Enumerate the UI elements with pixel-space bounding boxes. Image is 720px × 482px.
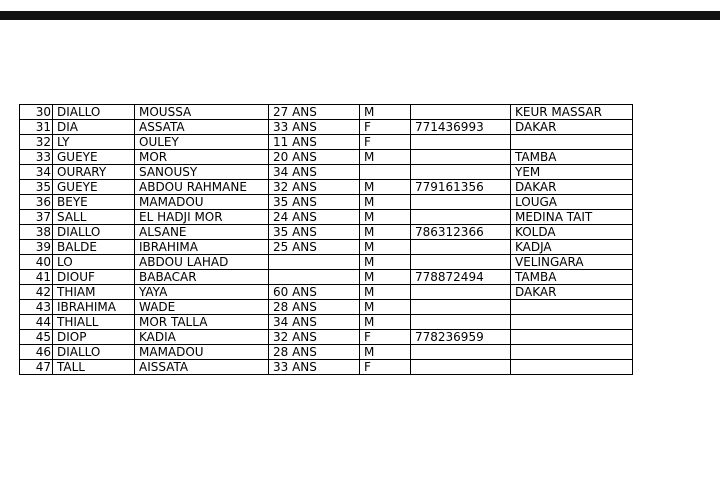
surname-cell: IBRAHIMA — [53, 300, 135, 315]
surname-cell: DIALLO — [53, 225, 135, 240]
sex-cell — [360, 165, 411, 180]
age-cell: 60 ANS — [269, 285, 360, 300]
row-number-cell: 34 — [20, 165, 53, 180]
first-name-cell: AISSATA — [135, 360, 269, 375]
phone-cell — [411, 360, 511, 375]
location-cell — [511, 345, 633, 360]
table-row — [20, 195, 633, 210]
phone-cell — [411, 105, 511, 120]
table-row — [20, 225, 633, 240]
first-name-cell: WADE — [135, 300, 269, 315]
age-cell: 28 ANS — [269, 300, 360, 315]
surname-cell: THIAM — [53, 285, 135, 300]
phone-cell: 779161356 — [411, 180, 511, 195]
phone-cell: 778872494 — [411, 270, 511, 285]
location-cell: KOLDA — [511, 225, 633, 240]
location-cell: YEM — [511, 165, 633, 180]
surname-cell: BALDE — [53, 240, 135, 255]
first-name-cell: BABACAR — [135, 270, 269, 285]
phone-cell — [411, 240, 511, 255]
phone-cell — [411, 345, 511, 360]
table-row — [20, 330, 633, 345]
age-cell: 33 ANS — [269, 120, 360, 135]
location-cell: KEUR MASSAR — [511, 105, 633, 120]
first-name-cell: SANOUSY — [135, 165, 269, 180]
row-number-cell: 32 — [20, 135, 53, 150]
first-name-cell: MOR — [135, 150, 269, 165]
age-cell: 25 ANS — [269, 240, 360, 255]
sex-cell: M — [360, 285, 411, 300]
row-number-cell: 42 — [20, 285, 53, 300]
location-cell: LOUGA — [511, 195, 633, 210]
phone-cell — [411, 315, 511, 330]
age-cell: 11 ANS — [269, 135, 360, 150]
table-row — [20, 150, 633, 165]
age-cell: 34 ANS — [269, 315, 360, 330]
age-cell: 27 ANS — [269, 105, 360, 120]
phone-cell: 778236959 — [411, 330, 511, 345]
row-number-cell: 43 — [20, 300, 53, 315]
sex-cell: M — [360, 240, 411, 255]
sex-cell: M — [360, 210, 411, 225]
phone-cell — [411, 165, 511, 180]
roster-table — [19, 104, 633, 375]
first-name-cell: MOR TALLA — [135, 315, 269, 330]
location-cell — [511, 360, 633, 375]
surname-cell: DIOP — [53, 330, 135, 345]
age-cell: 24 ANS — [269, 210, 360, 225]
roster-table-body — [20, 105, 633, 375]
table-row — [20, 135, 633, 150]
surname-cell: DIOUF — [53, 270, 135, 285]
table-row — [20, 300, 633, 315]
surname-cell: DIALLO — [53, 345, 135, 360]
row-number-cell: 40 — [20, 255, 53, 270]
location-cell: TAMBA — [511, 270, 633, 285]
sex-cell: F — [360, 360, 411, 375]
sex-cell: M — [360, 270, 411, 285]
row-number-cell: 44 — [20, 315, 53, 330]
surname-cell: LO — [53, 255, 135, 270]
row-number-cell: 37 — [20, 210, 53, 225]
top-border-bar — [0, 11, 720, 20]
phone-cell: 786312366 — [411, 225, 511, 240]
age-cell: 33 ANS — [269, 360, 360, 375]
location-cell: TAMBA — [511, 150, 633, 165]
first-name-cell: KADIA — [135, 330, 269, 345]
sex-cell: M — [360, 315, 411, 330]
location-cell — [511, 135, 633, 150]
location-cell — [511, 315, 633, 330]
first-name-cell: IBRAHIMA — [135, 240, 269, 255]
location-cell: VELINGARA — [511, 255, 633, 270]
row-number-cell: 35 — [20, 180, 53, 195]
table-row — [20, 315, 633, 330]
row-number-cell: 38 — [20, 225, 53, 240]
table-row — [20, 360, 633, 375]
age-cell: 35 ANS — [269, 225, 360, 240]
row-number-cell: 39 — [20, 240, 53, 255]
row-number-cell: 45 — [20, 330, 53, 345]
sex-cell: M — [360, 255, 411, 270]
row-number-cell: 41 — [20, 270, 53, 285]
location-cell — [511, 330, 633, 345]
first-name-cell: MOUSSA — [135, 105, 269, 120]
sex-cell: M — [360, 300, 411, 315]
sex-cell: M — [360, 225, 411, 240]
table-row — [20, 210, 633, 225]
sex-cell: F — [360, 120, 411, 135]
surname-cell: SALL — [53, 210, 135, 225]
location-cell: DAKAR — [511, 285, 633, 300]
first-name-cell: MAMADOU — [135, 345, 269, 360]
phone-cell: 771436993 — [411, 120, 511, 135]
first-name-cell: YAYA — [135, 285, 269, 300]
first-name-cell: OULEY — [135, 135, 269, 150]
sex-cell: M — [360, 345, 411, 360]
surname-cell: THIALL — [53, 315, 135, 330]
sex-cell: F — [360, 135, 411, 150]
first-name-cell: ABDOU LAHAD — [135, 255, 269, 270]
phone-cell — [411, 195, 511, 210]
age-cell: 35 ANS — [269, 195, 360, 210]
location-cell: DAKAR — [511, 120, 633, 135]
age-cell: 20 ANS — [269, 150, 360, 165]
sex-cell: M — [360, 105, 411, 120]
age-cell: 28 ANS — [269, 345, 360, 360]
table-row — [20, 270, 633, 285]
age-cell: 32 ANS — [269, 180, 360, 195]
row-number-cell: 47 — [20, 360, 53, 375]
first-name-cell: ALSANE — [135, 225, 269, 240]
phone-cell — [411, 210, 511, 225]
surname-cell: DIA — [53, 120, 135, 135]
table-row — [20, 165, 633, 180]
phone-cell — [411, 255, 511, 270]
table-row — [20, 285, 633, 300]
first-name-cell: ABDOU RAHMANE — [135, 180, 269, 195]
row-number-cell: 31 — [20, 120, 53, 135]
phone-cell — [411, 150, 511, 165]
location-cell — [511, 300, 633, 315]
first-name-cell: EL HADJI MOR — [135, 210, 269, 225]
first-name-cell: MAMADOU — [135, 195, 269, 210]
table-row — [20, 240, 633, 255]
table-row — [20, 180, 633, 195]
sex-cell: F — [360, 330, 411, 345]
row-number-cell: 33 — [20, 150, 53, 165]
surname-cell: TALL — [53, 360, 135, 375]
age-cell — [269, 270, 360, 285]
phone-cell — [411, 285, 511, 300]
sex-cell: M — [360, 180, 411, 195]
phone-cell — [411, 300, 511, 315]
phone-cell — [411, 135, 511, 150]
location-cell: DAKAR — [511, 180, 633, 195]
table-row — [20, 255, 633, 270]
surname-cell: GUEYE — [53, 180, 135, 195]
location-cell: KADJA — [511, 240, 633, 255]
sex-cell: M — [360, 150, 411, 165]
surname-cell: DIALLO — [53, 105, 135, 120]
row-number-cell: 46 — [20, 345, 53, 360]
table-row — [20, 345, 633, 360]
surname-cell: OURARY — [53, 165, 135, 180]
row-number-cell: 36 — [20, 195, 53, 210]
row-number-cell: 30 — [20, 105, 53, 120]
age-cell — [269, 255, 360, 270]
first-name-cell: ASSATA — [135, 120, 269, 135]
location-cell: MEDINA TAIT — [511, 210, 633, 225]
surname-cell: GUEYE — [53, 150, 135, 165]
table-row — [20, 120, 633, 135]
surname-cell: LY — [53, 135, 135, 150]
sex-cell: M — [360, 195, 411, 210]
surname-cell: BEYE — [53, 195, 135, 210]
table-row — [20, 105, 633, 120]
age-cell: 34 ANS — [269, 165, 360, 180]
age-cell: 32 ANS — [269, 330, 360, 345]
